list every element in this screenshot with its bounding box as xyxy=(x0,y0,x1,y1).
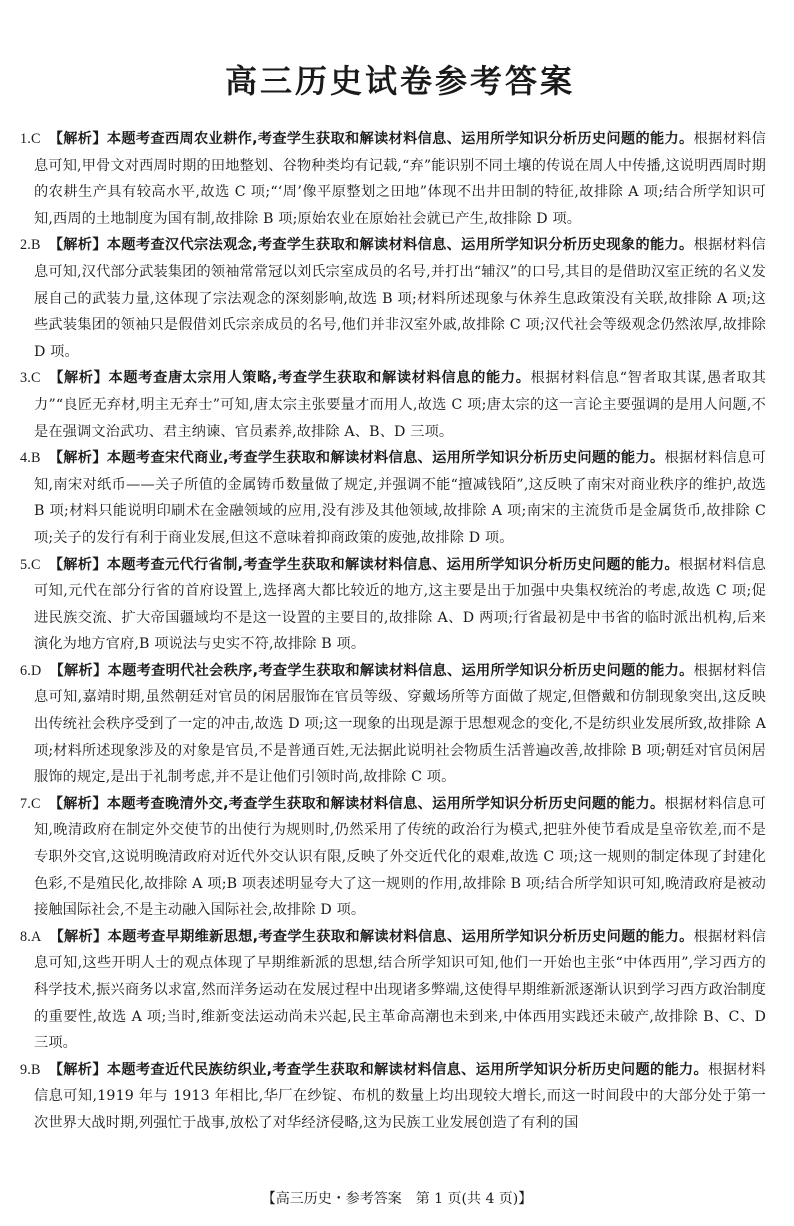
question-number: 4. xyxy=(20,450,31,467)
analysis-summary: 本题考查元代行省制,考查学生获取和解读材料信息、运用所学知识分析历史问题的能力。 xyxy=(106,556,680,573)
analysis-summary: 本题考查西周农业耕作,考查学生获取和解读材料信息、运用所学知识分析历史问题的能力。 xyxy=(106,131,694,147)
answer-letter: C xyxy=(30,370,41,387)
answer-item-8 xyxy=(20,924,766,1057)
analysis-body: 根据材料信息可知,汉代部分武装集团的领袖常常冠以刘氏宗室成员的名号,并打出“辅汉”的口号,其目的是借助汉室正统的名义发展自己的武装力量,这体现了宗法观念的深刻影响,故选 B 项;材料所述现象与休养生息政策没有关联,故排除 A 项;这些武装集团的领袖只是假借刘氏宗亲成员的名号,他们并非汉室外戚,故排除 C 项;汉代社会等级观念仍然浓厚,故排除 D 项。 xyxy=(34,237,766,360)
answer-letter: B xyxy=(30,237,41,254)
question-number: 8. xyxy=(20,928,31,945)
analysis-summary: 本题考查明代社会秩序,考查学生获取和解读材料信息、运用所学知识分析历史问题的能力。 xyxy=(107,662,694,679)
analysis-body: 根据材料信息可知,元代在部分行省的首府设置上,选择离大都比较近的地方,这主要是出于加强中央集权统治的考虑,故选 C 项;促进民族交流、扩大帝国疆域均不是这一设置的主要目的,故排除 A、D 两项;行省最初是中书省的临时派出机构,后来演化为地方官府,B 项说法与史实不符,故排除 B 项。 xyxy=(34,556,766,653)
answer-item-3 xyxy=(20,365,766,445)
analysis-body: 根据材料信息可知,这些开明人士的观点体现了早期维新派的思想,结合所学知识可知,他们一开始也主张“中体西用”,学习西方的科学技术,振兴商务以求富,然而洋务运动在发展过程中出现诸多弊端,这使得早期维新派逐渐认识到学习西方政治制度的重要性,故选 A 项;当时,维新变法运动尚未兴起,民主革命高潮也未到来,中体西用实践还未破产,故排除 B、C、D 三项。 xyxy=(34,928,766,1052)
answer-letter: C xyxy=(30,131,41,147)
analysis-tag: 【解析】 xyxy=(48,131,107,147)
analysis-tag: 【解析】 xyxy=(48,237,107,254)
analysis-tag: 【解析】 xyxy=(48,556,107,573)
answer-item-4 xyxy=(20,445,766,551)
analysis-body: 根据材料信息可知,嘉靖时期,虽然朝廷对官员的闲居服饰在官员等级、穿戴场所等方面做了规定,但僭戴和仿制现象突出,这反映出传统社会秩序受到了一定的冲击,故选 D 项;这一现象的出现是源于思想观念的变化,不是纺织业发展所致,故排除 A 项;材料所述现象涉及的对象是官员,不是普通百姓,无法据此说明社会物质生活普遍改善,故排除 B 项;朝廷对官员闲居服饰的规定,是出于礼制考虑,并不是让他们引领时尚,故排除 C 项。 xyxy=(34,662,766,786)
analysis-summary: 本题考查晚清外交,考查学生获取和解读材料信息、运用所学知识分析历史问题的能力。 xyxy=(106,795,665,812)
answer-letter: C xyxy=(30,556,41,573)
answer-letter: B xyxy=(30,450,41,467)
analysis-tag: 【解析】 xyxy=(49,928,108,945)
analysis-summary: 本题考查汉代宗法观念,考查学生获取和解读材料信息、运用所学知识分析历史现象的能力。 xyxy=(106,237,694,254)
analysis-summary: 本题考查近代民族纺织业,考查学生获取和解读材料信息、运用所学知识分析历史问题的能力。 xyxy=(106,1061,709,1078)
analysis-tag: 【解析】 xyxy=(49,662,108,679)
analysis-tag: 【解析】 xyxy=(48,1061,107,1078)
answer-letter: C xyxy=(30,795,41,812)
answer-item-2 xyxy=(20,232,766,365)
answer-item-1 xyxy=(20,126,766,232)
analysis-body: 根据材料信息可知,甲骨文对西周时期的田地整划、谷物种类均有记载,“弃”能识别不同土壤的传说在周人中传播,这说明西周时期的农耕生产具有较高水平,故选 C 项;“‘周’像平原整划之田地”体现不出井田制的特征,故排除 A 项;结合所学知识可知,西周的土地制度为国有制,故排除 B 项;原始农业在原始社会就已产生,故排除 D 项。 xyxy=(34,131,766,227)
analysis-body: 根据材料信息可知,1919 年与 1913 年相比,华厂在纱锭、布机的数量上均出现较大增长,而这一时间段中的大部分处于第一次世界大战时期,列强忙于战事,放松了对华经济侵略,这为民族工业发展创造了有利的国 xyxy=(34,1061,766,1131)
answer-item-7 xyxy=(20,791,766,924)
question-number: 9. xyxy=(20,1061,31,1078)
question-number: 5. xyxy=(20,556,31,573)
answer-item-6 xyxy=(20,658,766,791)
analysis-tag: 【解析】 xyxy=(48,370,109,387)
answer-letter: A xyxy=(30,928,42,945)
answer-item-9 xyxy=(20,1057,766,1137)
answer-letter: D xyxy=(30,662,42,679)
analysis-summary: 本题考查宋代商业,考查学生获取和解读材料信息、运用所学知识分析历史问题的能力。 xyxy=(106,450,665,467)
page-footer: 【高三历史・参考答案 第 1 页(共 4 页)】 xyxy=(261,1191,533,1207)
answer-list xyxy=(20,126,766,1137)
analysis-summary: 本题考查早期维新思想,考查学生获取和解读材料信息、运用所学知识分析历史问题的能力。 xyxy=(107,928,694,945)
question-number: 7. xyxy=(20,795,31,812)
analysis-body: 根据材料信息可知,晚清政府在制定外交使节的出使行为规则时,仍然采用了传统的政治行为模式,把驻外使节看成是皇帝钦差,而不是专职外交官,这说明晚清政府对近代外交认识有限,反映了外交近代化的艰难,故选 C 项;这一规则的制定体现了封建化色彩,不是殖民化,故排除 A 项;B 项表述明显夸大了这一规则的作用,故排除 B 项;结合所学知识可知,晚清政府是被动接触国际社会,不是主动融入国际社会,故排除 D 项。 xyxy=(34,795,766,919)
question-number: 3. xyxy=(20,370,31,387)
analysis-tag: 【解析】 xyxy=(48,450,107,467)
analysis-summary: 本题考查唐太宗用人策略,考查学生获取和解读材料信息的能力。 xyxy=(108,370,531,387)
analysis-body: 根据材料信息“智者取其谋,愚者取其力”“良匠无弃材,明主无弃士”可知,唐太宗主张要量才而用人,故选 C 项;唐太宗的这一言论主要强调的是用人问题,不是在强调文治武功、君主纳谏、官员素养,故排除 A、B、D 三项。 xyxy=(34,370,766,440)
analysis-body: 根据材料信息可知,南宋对纸币——关子所值的金属铸币数量做了规定,并强调不能“擅减钱陌”,这反映了南宋对商业秩序的维护,故选 B 项;材料只能说明印刷术在金融领域的应用,没有涉及其他领域,故排除 A 项;南宋的主流货币是金属货币,故排除 C 项;关子的发行有利于商业发展,但这不意味着抑商政策的废弛,故排除 D 项。 xyxy=(34,450,766,546)
answer-item-5 xyxy=(20,552,766,658)
answer-letter: B xyxy=(30,1061,41,1078)
page-title: 高三历史试卷参考答案 xyxy=(224,62,575,100)
question-number: 6. xyxy=(20,662,31,679)
question-number: 2. xyxy=(20,237,31,254)
question-number: 1. xyxy=(20,131,31,147)
analysis-tag: 【解析】 xyxy=(48,795,107,812)
